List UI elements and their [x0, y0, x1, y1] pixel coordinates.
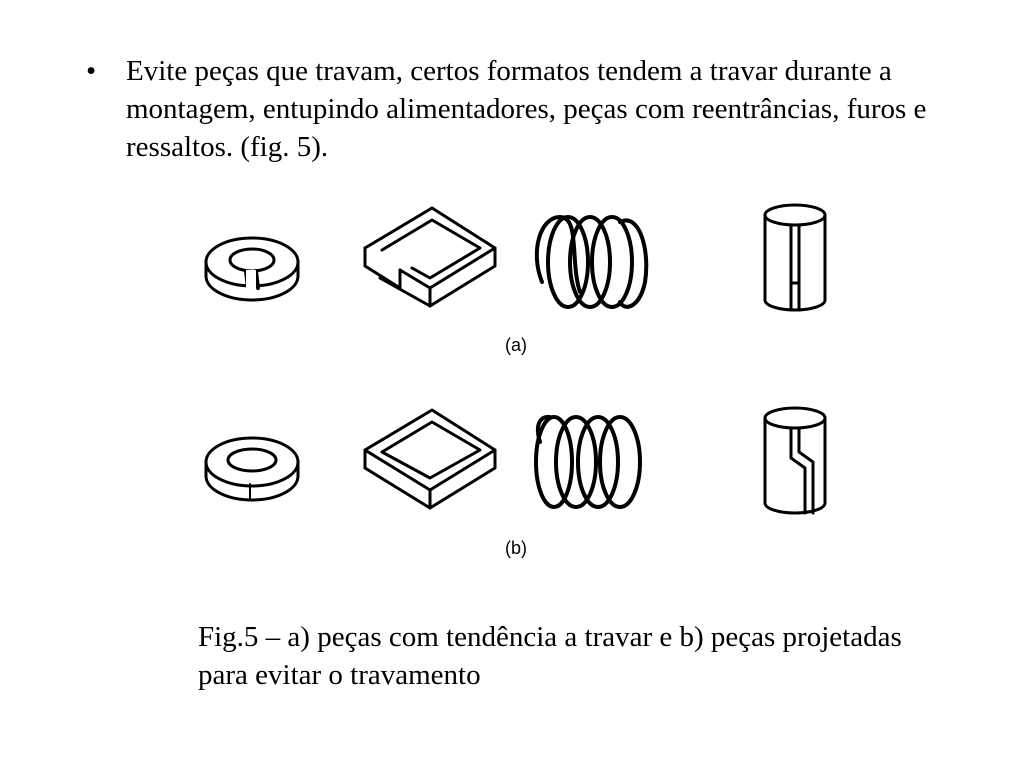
bullet-marker: •	[86, 55, 97, 87]
closed-washer-b	[206, 438, 298, 500]
slit-sleeve-a	[765, 205, 825, 310]
figure-caption: Fig.5 – a) peças com tendência a travar e b) peças projetadas para evitar o travamento	[198, 621, 902, 691]
figure-label-b: (b)	[505, 538, 527, 558]
stepped-slit-sleeve-b	[765, 408, 825, 513]
figure-5	[190, 200, 850, 580]
closed-square-b	[365, 410, 495, 508]
split-washer-a	[206, 238, 298, 300]
bullet-paragraph	[86, 52, 946, 166]
open-square-clip-a	[365, 208, 495, 306]
figure-drawing	[190, 200, 850, 580]
bullet-text: Evite peças que travam, certos formatos tendem a travar durante a montagem, entupindo alimentadores, peças com reentrâncias, furos e ressaltos. (fig. 5).	[126, 55, 927, 163]
figure-label-a: (a)	[505, 335, 527, 355]
spring-a	[537, 217, 646, 307]
spring-b	[536, 417, 640, 507]
